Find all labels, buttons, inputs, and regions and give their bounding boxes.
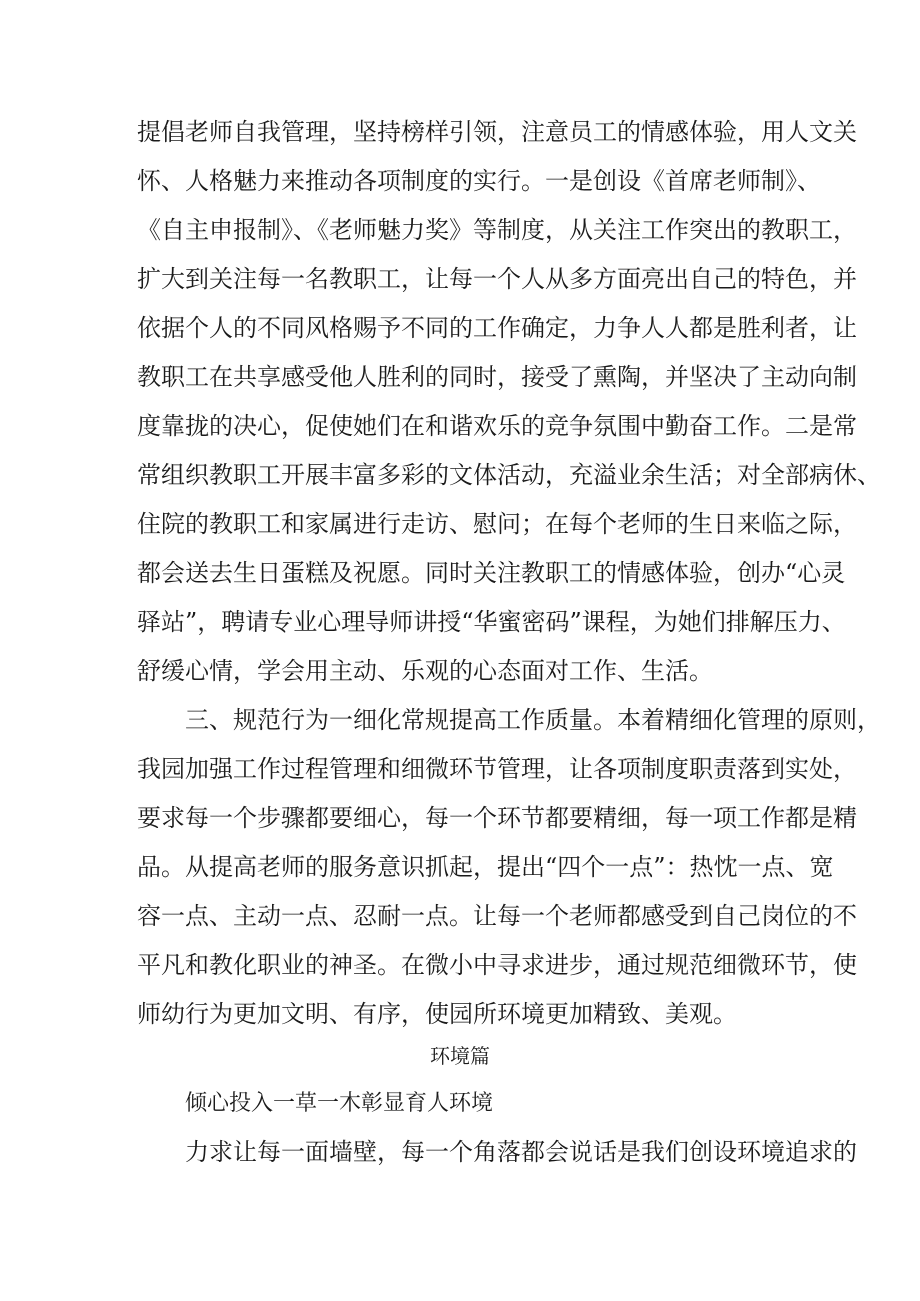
paragraph-line: 力求让每一面墙壁，每一个角落都会说话是我们创设环境追求的	[185, 1138, 857, 1166]
subsection-title: 倾心投入一草一木彰显育人环境	[185, 1091, 494, 1116]
paragraph-line: 容一点、主动一点、忍耐一点。让每一个老师都感受到自己岗位的不	[137, 902, 857, 930]
paragraph-line: 师幼行为更加文明、有序，使园所环境更加精致、美观。	[137, 1000, 737, 1028]
paragraph-line: 依据个人的不同风格赐予不同的工作确定，力争人人都是胜利者，让	[137, 314, 857, 342]
paragraph-line: 提倡老师自我管理，坚持榜样引领，注意员工的情感体验，用人文关	[137, 118, 857, 146]
paragraph-line: 都会送去生日蛋糕及祝愿。同时关注教职工的情感体验，创办“心灵	[137, 559, 846, 587]
paragraph-line: 品。从提高老师的服务意识抓起，提出“四个一点”：热忱一点、宽	[137, 853, 834, 881]
paragraph-line: 教职工在共享感受他人胜利的同时，接受了熏陶，并坚决了主动向制	[137, 363, 857, 391]
paragraph-line: 舒缓心情，学会用主动、乐观的心态面对工作、生活。	[137, 657, 713, 685]
paragraph-line: 怀、人格魅力来推动各项制度的实行。一是创设《首席老师制》、	[137, 167, 821, 195]
paragraph-line: 《自主申报制》、《老师魅力奖》等制度，从关注工作突出的教职工，	[137, 216, 857, 244]
paragraph-line: 三、规范行为一细化常规提高工作质量。本着精细化管理的原则，	[185, 706, 881, 734]
paragraph-line: 平凡和教化职业的神圣。在微小中寻求进步，通过规范细微环节，使	[137, 951, 857, 979]
section-heading: 环境篇	[430, 1044, 490, 1068]
paragraph-line: 常组织教职工开展丰富多彩的文体活动，充溢业余生活；对全部病休、	[137, 461, 881, 489]
paragraph-line: 我园加强工作过程管理和细微环节管理，让各项制度职责落到实处，	[137, 755, 857, 783]
paragraph-line: 扩大到关注每一名教职工，让每一个人从多方面亮出自己的特色，并	[137, 265, 857, 293]
paragraph-line: 住院的教职工和家属进行走访、慰问；在每个老师的生日来临之际，	[137, 510, 857, 538]
paragraph-line: 要求每一个步骤都要细心，每一个环节都要精细，每一项工作都是精	[137, 804, 857, 832]
paragraph-line: 度靠拢的决心，促使她们在和谐欢乐的竞争氛围中勤奋工作。二是常	[137, 412, 857, 440]
paragraph-line: 驿站”，聘请专业心理导师讲授“华蜜密码”课程，为她们排解压力、	[137, 608, 846, 636]
